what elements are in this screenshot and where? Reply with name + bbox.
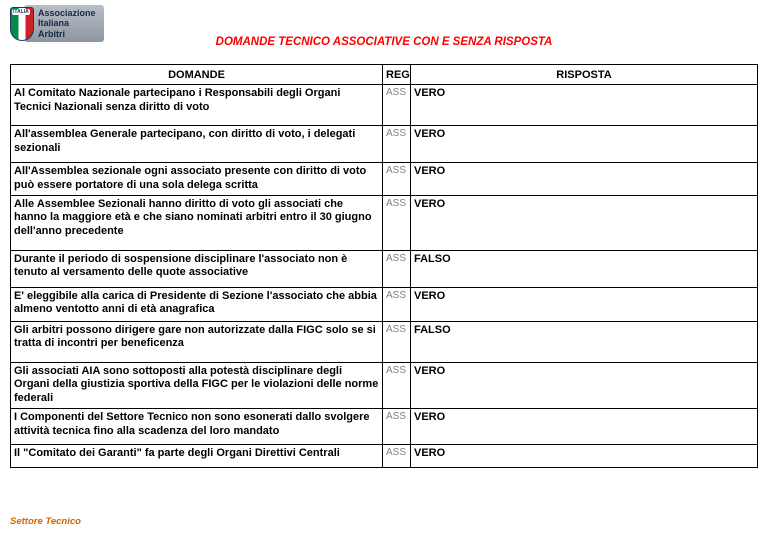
logo-org-line-2: Italiana — [38, 18, 70, 29]
table-row — [11, 250, 758, 287]
reg-cell: ASS — [383, 444, 411, 467]
answer-cell: VERO — [411, 287, 758, 321]
question-cell: Gli associati AIA sono sottoposti alla potestà disciplinare degli Organi della giustizia sportiva della FIGC per le violazioni delle norme federali — [11, 362, 383, 408]
reg-cell: ASS — [383, 250, 411, 287]
logo-org-line-3: Arbitri — [38, 28, 65, 39]
table-body — [11, 85, 758, 468]
table-row — [11, 126, 758, 163]
reg-cell: ASS — [383, 362, 411, 408]
page-footer: Settore Tecnico — [10, 516, 81, 527]
answer-cell: FALSO — [411, 250, 758, 287]
table-row — [11, 85, 758, 126]
reg-cell: ASS — [383, 163, 411, 196]
header-row — [11, 65, 758, 85]
question-cell: All'assemblea Generale partecipano, con diritto di voto, i delegati sezionali — [11, 126, 383, 163]
questions-table — [10, 64, 758, 468]
answer-cell: VERO — [411, 163, 758, 196]
answer-cell: VERO — [411, 195, 758, 250]
page-title: DOMANDE TECNICO ASSOCIATIVE CON E SENZA RISPOSTA — [215, 36, 553, 48]
table-container — [0, 48, 768, 468]
question-cell: Alle Assemblee Sezionali hanno diritto di voto gli associati che hanno la maggiore età e che siano nominati arbitri entro il 30 giugno dell'anno precedente — [11, 195, 383, 250]
header-risposta: RISPOSTA — [411, 65, 758, 85]
logo-org-line-1: Associazione — [38, 8, 96, 18]
question-cell: E' eleggibile alla carica di Presidente di Sezione l'associato che abbia almeno ventotto anni di età anagrafica — [11, 287, 383, 321]
question-cell: Il "Comitato dei Garanti" fa parte degli Organi Direttivi Centrali — [11, 444, 383, 467]
italia-badge: ITALIA — [13, 8, 29, 15]
table-row — [11, 362, 758, 408]
aia-logo — [10, 5, 104, 42]
question-cell: All'Assemblea sezionale ogni associato presente con diritto di voto può essere portatore di una sola delega scritta — [11, 163, 383, 196]
answer-cell: FALSO — [411, 321, 758, 362]
reg-cell: ASS — [383, 321, 411, 362]
table-row — [11, 408, 758, 444]
answer-cell: VERO — [411, 126, 758, 163]
header-reg: REG — [383, 65, 411, 85]
reg-cell: ASS — [383, 85, 411, 126]
header-domande: DOMANDE — [11, 65, 383, 85]
reg-cell: ASS — [383, 408, 411, 444]
table-header — [11, 65, 758, 85]
reg-cell: ASS — [383, 287, 411, 321]
table-row — [11, 321, 758, 362]
answer-cell: VERO — [411, 362, 758, 408]
logo-org-name — [24, 5, 104, 42]
table-row — [11, 287, 758, 321]
reg-cell: ASS — [383, 126, 411, 163]
question-cell: I Componenti del Settore Tecnico non sono esonerati dallo svolgere attività tecnica fino alla scadenza del loro mandato — [11, 408, 383, 444]
reg-cell: ASS — [383, 195, 411, 250]
table-row — [11, 444, 758, 467]
answer-cell: VERO — [411, 444, 758, 467]
table-row — [11, 163, 758, 196]
question-cell: Durante il periodo di sospensione disciplinare l'associato non è tenuto al versamento delle quote associative — [11, 250, 383, 287]
question-cell: Gli arbitri possono dirigere gare non autorizzate dalla FIGC solo se si tratta di incontri per beneficenza — [11, 321, 383, 362]
answer-cell: VERO — [411, 408, 758, 444]
aia-shield-icon — [10, 7, 34, 41]
question-cell: Al Comitato Nazionale partecipano i Responsabili degli Organi Tecnici Nazionali senza diritto di voto — [11, 85, 383, 126]
table-row — [11, 195, 758, 250]
answer-cell: VERO — [411, 85, 758, 126]
